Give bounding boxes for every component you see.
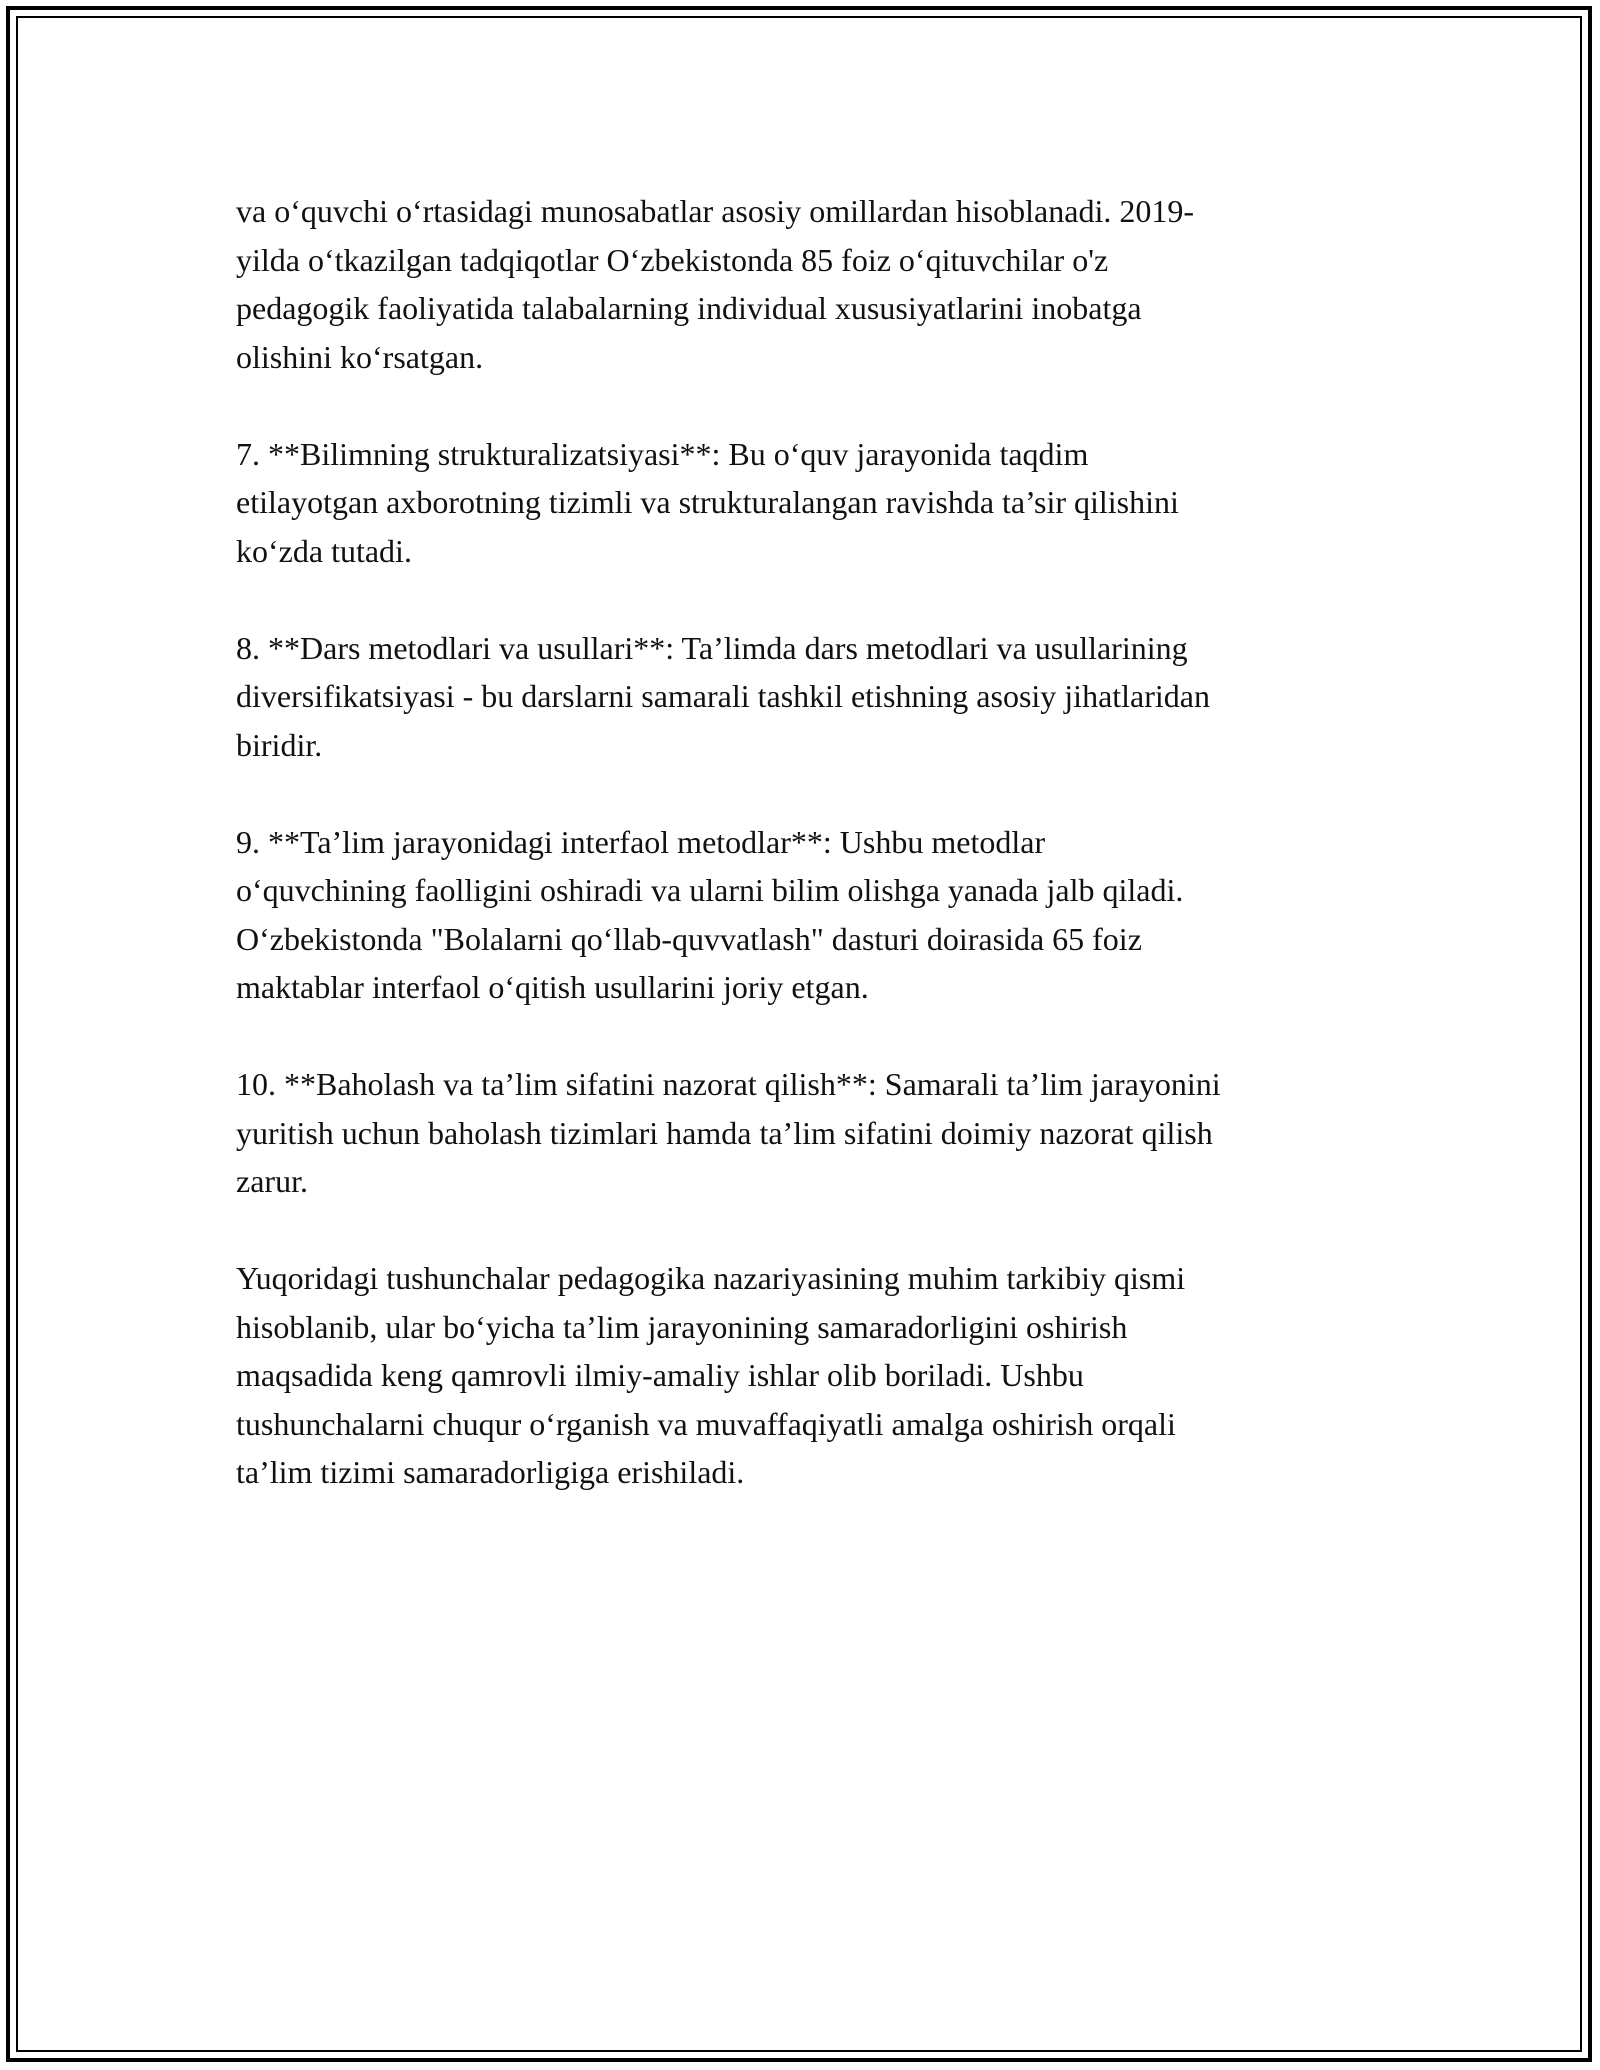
paragraph-item-10 xyxy=(236,1060,1386,1206)
text-line: hisoblanib, ular bo‘yicha ta’lim jarayonining samaradorligini oshirish xyxy=(236,1308,1128,1345)
text-line: maktablar interfaol o‘qitish usullarini joriy etgan. xyxy=(236,969,869,1005)
paragraph-conclusion xyxy=(236,1254,1386,1497)
text-line: yilda o‘tkazilgan tadqiqotlar O‘zbekistonda 85 foiz o‘qituvchilar o'z xyxy=(236,241,1109,278)
text-line: ko‘zda tutadi. xyxy=(236,532,412,569)
text-line: 8. **Dars metodlari va usullari**: Ta’limda dars metodlari va usullarining xyxy=(236,629,1188,666)
paragraph-intro-continuation xyxy=(236,187,1386,381)
text-line: zarur. xyxy=(236,1163,308,1199)
text-line: pedagogik faoliyatida talabalarning individual xususiyatlarini inobatga xyxy=(236,290,1142,326)
text-line: 9. **Ta’lim jarayonidagi interfaol metodlar**: Ushbu metodlar xyxy=(236,823,1046,860)
document-body xyxy=(236,187,1386,1545)
text-line: biridir. xyxy=(236,726,323,763)
text-line: 7. **Bilimning strukturalizatsiyasi**: Bu o‘quv jarayonida taqdim xyxy=(236,435,1089,472)
text-line: o‘quvchining faolligini oshiradi va ularni bilim olishga yanada jalb qiladi. xyxy=(236,872,1184,908)
text-line: yuritish uchun baholash tizimlari hamda ta’lim sifatini doimiy nazorat qilish xyxy=(236,1114,1213,1151)
paragraph-item-8 xyxy=(236,624,1386,770)
text-line: etilayotgan axborotning tizimli va strukturalangan ravishda ta’sir qilishini xyxy=(236,484,1179,520)
text-line: tushunchalarni chuqur o‘rganish va muvaffaqiyatli amalga oshirish orqali xyxy=(236,1405,1176,1442)
text-line: Yuqoridagi tushunchalar pedagogika nazariyasining muhim tarkibiy qismi xyxy=(236,1260,1186,1296)
text-line: diversifikatsiyasi - bu darslarni samarali tashkil etishning asosiy jihatlaridan xyxy=(236,678,1210,714)
text-line: va o‘quvchi o‘rtasidagi munosabatlar asosiy omillardan hisoblanadi. 2019- xyxy=(236,193,1194,229)
text-line: olishini ko‘rsatgan. xyxy=(236,338,484,375)
text-line: 10. **Baholash va ta’lim sifatini nazorat qilish**: Samarali ta’lim jarayonini xyxy=(236,1066,1221,1102)
paragraph-item-7 xyxy=(236,430,1386,576)
text-line: ta’lim tizimi samaradorligiga erishiladi. xyxy=(236,1454,745,1490)
text-line: O‘zbekistonda "Bolalarni qo‘llab-quvvatlash" dasturi doirasida 65 foiz xyxy=(236,920,1142,957)
text-line: maqsadida keng qamrovli ilmiy-amaliy ishlar olib boriladi. Ushbu xyxy=(236,1357,1084,1393)
paragraph-item-9 xyxy=(236,818,1386,1012)
